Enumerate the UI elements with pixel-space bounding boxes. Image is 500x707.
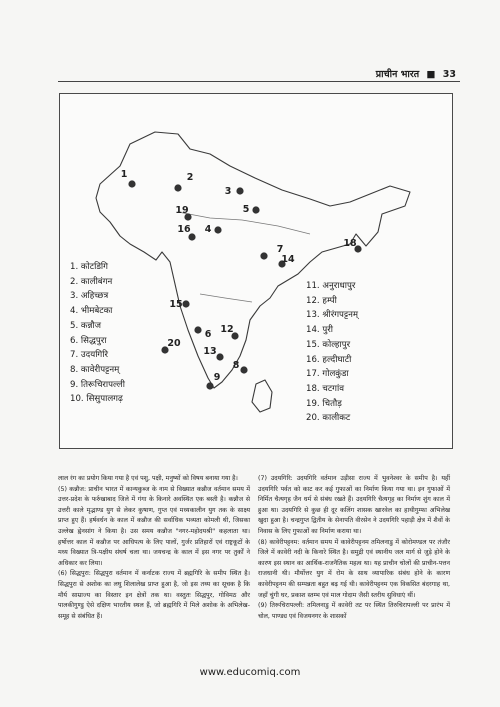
legend-item: 13. श्रीरंगपट्टनम्	[306, 310, 359, 321]
site-number-13: 13	[203, 346, 217, 357]
legend-item: 18. चटगांव	[306, 383, 345, 394]
site-number-2: 2	[186, 172, 194, 183]
site-number-3: 3	[224, 186, 232, 197]
legend-item: 7. उदयगिरि	[70, 350, 108, 361]
site-number-9: 9	[213, 372, 221, 383]
site-dot-15	[182, 300, 189, 307]
site-number-19: 19	[175, 205, 189, 216]
legend-item: 6. सिद्धपुरा	[70, 335, 107, 346]
legend-item: 16. हल्दीघाटी	[306, 354, 352, 365]
legend-item: 10. सिसुपालगढ़	[70, 394, 123, 405]
site-dot-3	[236, 187, 243, 194]
site-number-15: 15	[169, 299, 183, 310]
site-dot-8	[240, 366, 247, 373]
india-mainland-outline	[96, 132, 410, 388]
legend-item: 14. पुरी	[306, 325, 334, 336]
river-line	[178, 212, 310, 234]
legend-item: 11. अनुराधापुर	[306, 281, 356, 291]
paragraph: (8) कावेरीपट्टनम: वर्तमान समय में कावेरीपट्टनम तमिलनाडु में कोरोमण्डल पर तंजौर जिले में कावेरी नदी के किनारे स्थित है। समुद्री एवं स्थानीय जल मार्ग से जुड़े होने के कारण इस स्थान का आर्थिक-राजनैतिक महत्व था। यह प्राचीन चोलों की प्राचीन-पत्तन राजधानी थी। मौर्योत्तर युग में रोम के साथ व्यापारिक संबंध होने के कारण कावेरीपट्टनम की सम्पन्नता बहुत बढ़ गई थी। कावेरीपट्टनम एक विकसित बंदरगाह था, जहाँ चुंगी घर, प्रकाश स्तम्भ एवं माल गोदाम जैसी स्तरीय सुविधाएं थीं।	[258, 538, 450, 599]
river-line-south	[200, 294, 252, 302]
site-dot-13	[216, 353, 223, 360]
sri-lanka-outline	[252, 380, 272, 412]
india-map-figure	[59, 93, 453, 449]
legend-left	[70, 260, 125, 407]
site-number-5: 5	[242, 204, 250, 215]
site-number-16: 16	[177, 224, 191, 235]
header-title: प्राचीन भारत	[375, 69, 420, 80]
legend-item: 3. अहिच्छत्र	[70, 291, 109, 302]
legend-item: 20. कालीकट	[306, 413, 351, 424]
site-number-8: 8	[232, 360, 240, 371]
site-number-4: 4	[204, 224, 212, 235]
site-number-14: 14	[281, 254, 295, 265]
site-dot-2	[174, 184, 181, 191]
legend-item: 5. कन्नौज	[70, 320, 102, 331]
legend-item: 8. कावेरीपट्टनम्	[70, 364, 120, 375]
legend-right	[306, 279, 358, 426]
paragraph: (9) तिरूचिरापल्ली: तमिलनाडु में कावेरी तट पर स्थित तिरुचिरापल्ली पर प्रारंभ में चोल, पाण्ड्य एवं विजयनगर के शासकों	[258, 602, 450, 620]
legend-item: 17. गोलकुंडा	[306, 369, 349, 380]
paragraph: (5) कन्नौज: प्राचीन भारत में कान्यकुब्ज के नाम से विख्यात कन्नौज वर्तमान समय में उत्तर-प्रदेश के फर्रुखाबाद जिले में गंगा के किनारे अवस्थित एक बस्ती है। कन्नौज से उत्तरी काले मृद्भाण्ड युग से लेकर कुषाण, गुप्त एवं मध्यकालीन युग तक के साक्ष्य प्राप्त हुए हैं। हर्षवर्धन के काल में कन्नौज की सर्वाधिक भव्यता कोमली थी, जिसका उल्लेख ह्वेनसांग ने किया है। उस समय कन्नौज "नगर-महोदयश्री" कहलाता था। हर्षोत्तर काल में कन्नौज पर आधिपत्य के लिए पालों, गुर्जर प्रतिहारों एवं राष्ट्रकूटों के मध्य विख्यात त्रि-पक्षीय संघर्ष चला था। जयचन्द्र के काल में इस नगर पर तुर्कों ने अधिकार कर लिया।	[58, 485, 250, 567]
running-header: प्राचीन भारत ■ 33	[375, 69, 456, 80]
page-number: 33	[442, 69, 456, 80]
legend-item: 9. तिरूचिरापल्ली	[70, 379, 125, 390]
site-dot-7	[260, 252, 267, 259]
text-column-right	[258, 474, 450, 622]
site-number-12: 12	[220, 324, 234, 335]
site-dot-9	[206, 382, 213, 389]
paragraph: (7) उदयगिरि: उदयगिरि वर्तमान उड़ीसा राज्य में भुवनेश्वर के समीप है। यहीं उदयगिरि पर्वत को काट कर कई गुफाओं का निर्माण किया गया था। इन गुफाओं में निर्मित चैत्यगृह जैन धर्म से संबंध रखते हैं। उदयगिरि चैत्यगृह का निर्माण शुंग काल में हुआ था। उदयगिरि से कुछ ही दूर कलिंग शासक खारवेल का हाथीगुम्फा अभिलेख खुदा हुआ है। चन्द्रगुप्त द्वितीय के सेनापति वीरसेन ने उदयगिरि पहाड़ी क्षेत्र में शैवों के निवास के लिए गुफाओं का निर्माण कराया था।	[258, 475, 450, 535]
site-number-7: 7	[276, 244, 284, 255]
legend-item: 1. कोटडिगि	[70, 262, 108, 272]
legend-item: 19. चितौड़	[306, 398, 342, 409]
site-dot-1	[128, 180, 135, 187]
text-column-left	[58, 474, 250, 622]
legend-item: 12. हम्पी	[306, 295, 337, 306]
site-number-18: 18	[343, 238, 357, 249]
site-number-20: 20	[167, 338, 181, 349]
site-dot-4	[214, 226, 221, 233]
site-dot-6	[194, 326, 201, 333]
header-rule	[58, 81, 460, 82]
site-number-6: 6	[204, 329, 212, 340]
legend-item: 15. कोल्हापुर	[306, 339, 351, 350]
site-dot-5	[252, 206, 259, 213]
paragraph: (6) सिद्धपुरा: सिद्धपुरा वर्तमान में कर्नाटक राज्य में ब्रह्मगिरि के समीप स्थित है। सिद्धपुरा से अशोक का लघु शिलालेख प्राप्त हुआ है, जो इस तथ्य का सूचक है कि मौर्य साम्राज्य का विस्तार इन क्षेत्रों तक था। वस्तुतः सिद्धपुर, गोविमठ और पालकीगुण्डु ऐसे दक्षिण भारतीय स्थल हैं, जो ब्रह्मगिरि में मिले अशोक के अभिलेख-समूह से संबंधित हैं।	[58, 570, 250, 620]
legend-item: 4. भीमबेटका	[70, 306, 113, 317]
footer-url: www.educomiq.com	[199, 667, 301, 678]
paragraph: लाल रंग का प्रयोग किया गया है एवं पशु, पक्षी, मनुष्यों को विषय बनाया गया है।	[58, 475, 238, 482]
site-number-1: 1	[120, 169, 128, 180]
legend-item: 2. कालीबंगन	[70, 276, 113, 287]
